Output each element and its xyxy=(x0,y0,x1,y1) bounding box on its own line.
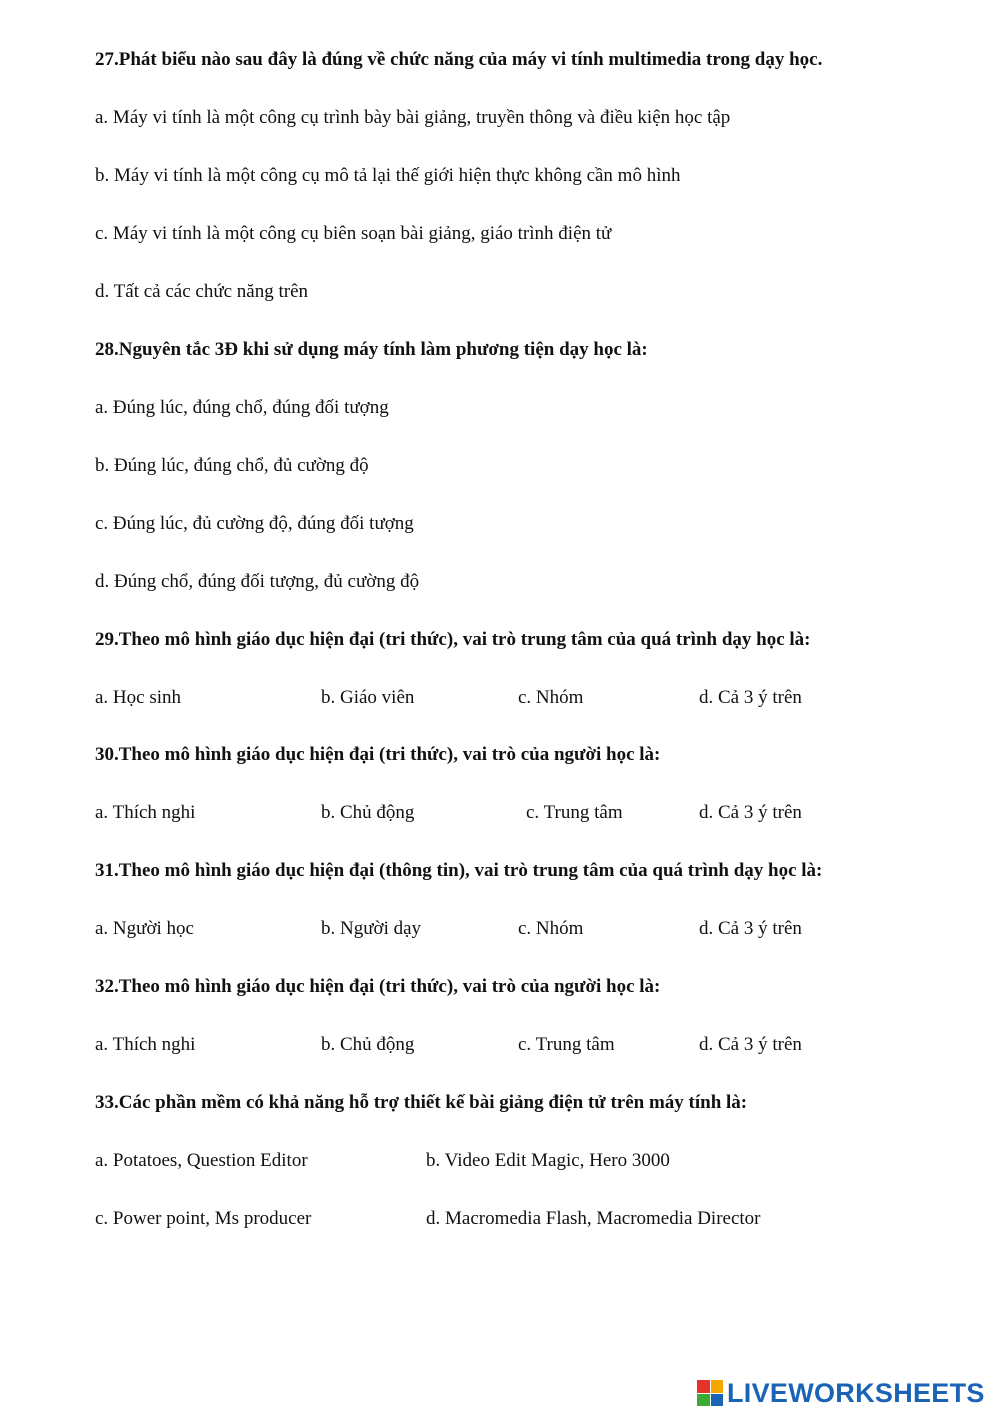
question-28-option-a[interactable]: a. Đúng lúc, đúng chổ, đúng đối tượng xyxy=(95,397,389,418)
logo-text: LIVEWORKSHEETS xyxy=(727,1377,985,1408)
question-29-option-b[interactable]: b. Giáo viên xyxy=(321,687,415,708)
question-28-title: 28.Nguyên tắc 3Đ khi sử dụng máy tính làm phương tiện dạy học là: xyxy=(95,339,648,360)
question-28-option-b[interactable]: b. Đúng lúc, đúng chổ, đủ cường độ xyxy=(95,455,369,476)
question-33-title: 33.Các phần mềm có khả năng hỗ trợ thiết kế bài giảng điện tử trên máy tính là: xyxy=(95,1092,748,1113)
question-27-option-d[interactable]: d. Tất cả các chức năng trên xyxy=(95,281,309,302)
question-30-title: 30.Theo mô hình giáo dục hiện đại (tri thức), vai trò của người học là: xyxy=(95,744,661,765)
question-30-option-c[interactable]: c. Trung tâm xyxy=(526,802,623,823)
question-27-option-c[interactable]: c. Máy vi tính là một công cụ biên soạn bài giảng, giáo trình điện tử xyxy=(95,223,612,244)
question-29-option-d[interactable]: d. Cả 3 ý trên xyxy=(699,687,802,708)
question-32-option-a[interactable]: a. Thích nghi xyxy=(95,1034,196,1055)
question-29-option-a[interactable]: a. Học sinh xyxy=(95,687,182,708)
question-32-title: 32.Theo mô hình giáo dục hiện đại (tri thức), vai trò của người học là: xyxy=(95,976,661,997)
question-31-option-d[interactable]: d. Cả 3 ý trên xyxy=(699,918,802,939)
question-29-title: 29.Theo mô hình giáo dục hiện đại (tri thức), vai trò trung tâm của quá trình dạy học là: xyxy=(95,629,811,650)
question-33-option-d[interactable]: d. Macromedia Flash, Macromedia Director xyxy=(426,1208,761,1229)
question-27-option-a[interactable]: a. Máy vi tính là một công cụ trình bày bài giảng, truyền thông và điều kiện học tập xyxy=(95,107,731,128)
question-27-option-b[interactable]: b. Máy vi tính là một công cụ mô tả lại thế giới hiện thực không cần mô hình xyxy=(95,165,681,186)
question-32-option-d[interactable]: d. Cả 3 ý trên xyxy=(699,1034,802,1055)
question-31-title: 31.Theo mô hình giáo dục hiện đại (thông tin), vai trò trung tâm của quá trình dạy học là: xyxy=(95,860,823,881)
question-32-option-c[interactable]: c. Trung tâm xyxy=(518,1034,615,1055)
question-33-option-a[interactable]: a. Potatoes, Question Editor xyxy=(95,1150,308,1171)
question-28-option-d[interactable]: d. Đúng chổ, đúng đối tượng, đủ cường độ xyxy=(95,571,420,592)
question-30-option-a[interactable]: a. Thích nghi xyxy=(95,802,196,823)
question-31-option-a[interactable]: a. Người học xyxy=(95,918,194,939)
question-27-title: 27.Phát biểu nào sau đây là đúng về chức năng của máy vi tính multimedia trong dạy học. xyxy=(95,49,823,70)
liveworksheets-logo-icon xyxy=(697,1380,723,1406)
question-33-option-b[interactable]: b. Video Edit Magic, Hero 3000 xyxy=(426,1150,670,1171)
question-28-option-c[interactable]: c. Đúng lúc, đủ cường độ, đúng đối tượng xyxy=(95,513,414,534)
question-31-option-c[interactable]: c. Nhóm xyxy=(518,918,584,939)
question-30-option-b[interactable]: b. Chủ động xyxy=(321,802,415,823)
liveworksheets-logo[interactable] xyxy=(697,1376,985,1410)
question-31-option-b[interactable]: b. Người dạy xyxy=(321,918,422,939)
question-33-option-c[interactable]: c. Power point, Ms producer xyxy=(95,1208,312,1229)
question-30-option-d[interactable]: d. Cả 3 ý trên xyxy=(699,802,802,823)
question-29-option-c[interactable]: c. Nhóm xyxy=(518,687,584,708)
question-32-option-b[interactable]: b. Chủ động xyxy=(321,1034,415,1055)
